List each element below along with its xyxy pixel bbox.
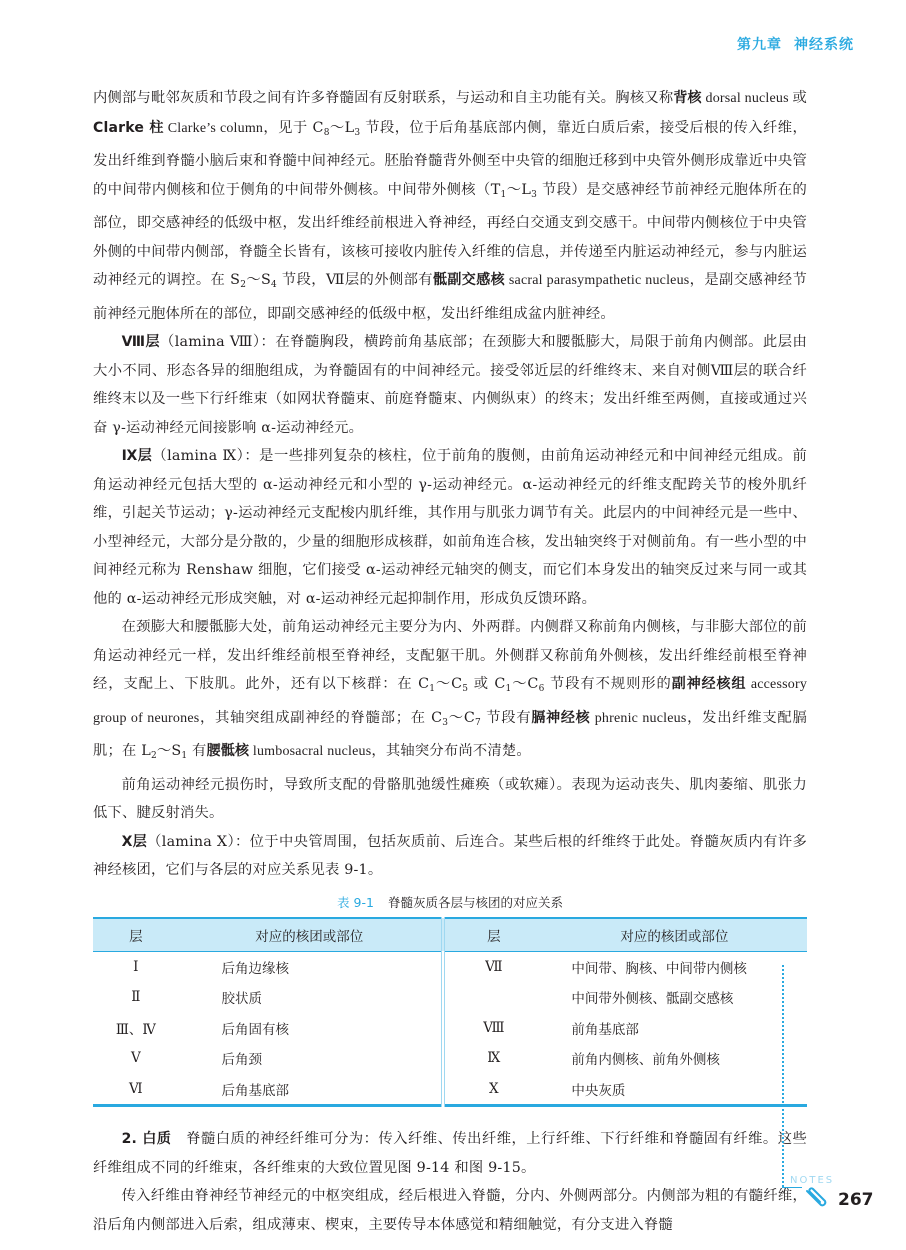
paragraph-lamina-10: Ⅹ层（lamina Ⅹ）：位于中央管周围，包括灰质前、后连合。某些后根的纤维终于此处。脊髓灰质内有许多神经核团，它们与各层的对应关系见表 9-1。 (93, 833, 807, 878)
page-body (93, 84, 807, 1239)
paragraph-thoracic-nucleus: 内侧部与毗邻灰质和节段之间有许多脊髓固有反射联系，与运动和自主功能有关。胸核又称背核 dorsal nucleus 或 Clarke 柱 Clarke’s column，见于 $C_8\sim L_3$ 节段，位于后角基底部内侧，靠近白质后索，接受后根的传入纤维，发出纤维到脊髓小脑后束和脊髓中间神经元。胚胎脊髓背外侧至中央管的细胞迁移到中央管外侧形成靠近中央管的中间带内侧核和位于侧角的中间带外侧核。中间带外侧核（$T_1\sim L_3$ 节段）是交感神经节前神经元胞体所在的部位，即交感神经的低级中枢，发出纤维经前根进入脊神经，再经白交通支到交感干。中间带内侧核位于中央管外侧的中间带内侧部，脊髓全长皆有，该核可接收内脏传入纤维的信息，并传递至内脏运动神经元，参与内脏运动神经元的调控。在 $S_2\sim S_4$ 节段，Ⅶ层的外侧部有骶副交感核 sacral parasympathetic nucleus，是副交感神经节前神经元胞体所在的部位，即副交感神经的低级中枢，发出纤维组成盆内脏神经。 (93, 90, 807, 322)
table-caption (93, 893, 807, 911)
table-header-row (93, 918, 807, 952)
paragraph-anterior-horn-groups: 在颈膨大和腰骶膨大处，前角运动神经元主要分为内、外两群。内侧群又称前角内侧核，与非膨大部位的前角运动神经元一样，发出纤维经前根至脊神经，支配躯干肌。外侧群又称前角外侧核，发出纤维经前根至脊神经，支配上、下肢肌。此外，还有以下核群：在 $C_1\sim C_5$ 或 $C_1\sim C_6$ 节段有不规则形的副神经核组 accessory group of neurones，其轴突组成副神经的脊髓部；在 $C_3\sim C_7$ 节段有膈神经核 phrenic nucleus，发出纤维支配膈肌；在 $L_2\sim S_1$ 有腰骶核 lumbosacral nucleus，其轴突分布尚不清楚。 (93, 619, 808, 761)
table-row: Ⅴ 后角颈 Ⅸ 前角内侧核、前角外侧核 (93, 1043, 807, 1074)
table-row: Ⅰ 后角边缘核 Ⅶ 中间带、胸核、中间带内侧核 (93, 951, 807, 982)
table-number: 表 9-1 (337, 894, 374, 910)
paragraph-lamina-8: Ⅷ层（lamina Ⅷ）：在脊髓胸段，横跨前角基底部；在颈膨大和腰骶膨大，局限于前角内侧部。此层由大小不同、形态各异的细胞组成，为脊髓固有的中间神经元。接受邻近层的纤维终末、来自对侧Ⅷ层的联合纤维终末以及一些下行纤维束（如网状脊髓束、前庭脊髓束、内侧纵束）的终末；发出纤维至两侧，直接或通过兴奋 γ-运动神经元间接影响 α-运动神经元。 (93, 334, 807, 436)
term-accessory-group: 副神经核组 (671, 676, 747, 692)
notes-margin-foot (782, 1187, 802, 1188)
running-header (737, 34, 854, 54)
notes-margin-line (782, 965, 784, 1187)
term-clarke-column: Clarke 柱 (93, 119, 164, 136)
paragraph-afferent-fibers: 传入纤维由脊神经节神经元的中枢突组成，经后根进入脊髓，分内、外侧两部分。内侧部为粗的有髓纤维，沿后角内侧部进入后索，组成薄束、楔束，主要传导本体感觉和精细触觉，有分支进入脊髓 (93, 1188, 807, 1233)
header-lamina: 层 (443, 918, 543, 952)
notes-label: NOTES (790, 1175, 835, 1186)
paragraph-motor-neuron-injury: 前角运动神经元损伤时，导致所支配的骨骼肌弛缓性瘫痪（或软瘫）。表现为运动丧失、肌肉萎缩、肌张力低下、腱反射消失。 (93, 776, 807, 821)
lamina-nuclei-table (93, 917, 807, 1108)
term-phrenic-nucleus: 膈神经核 (531, 709, 591, 726)
header-lamina: 层 (93, 918, 179, 952)
table-row: Ⅱ 胶状质 中间带外侧核、骶副交感核 (93, 982, 807, 1013)
paperclip-icon (803, 1187, 831, 1209)
table-title: 脊髓灰质各层与核团的对应关系 (387, 894, 563, 910)
term-dorsal-nucleus: 背核 (673, 90, 702, 106)
section-heading-white-matter: 2. 白质 (121, 1131, 172, 1147)
table-row: Ⅵ 后角基底部 Ⅹ 中央灰质 (93, 1074, 807, 1106)
section-label: 神经系统 (794, 37, 854, 53)
page-number: 267 (838, 1190, 874, 1210)
term-lumbosacral-nucleus: 腰骶核 (206, 743, 250, 759)
header-nucleus: 对应的核团或部位 (179, 918, 443, 952)
paragraph-white-matter: 2. 白质 脊髓白质的神经纤维可分为：传入纤维、传出纤维，上行纤维、下行纤维和脊髓固有纤维。这些纤维组成不同的纤维束，各纤维束的大致位置见图 9-14 和图 9-15。 (93, 1131, 807, 1176)
table-row: Ⅲ、Ⅳ 后角固有核 Ⅷ 前角基底部 (93, 1013, 807, 1044)
chapter-label: 第九章 (737, 37, 782, 53)
paragraph-lamina-9: Ⅸ层（lamina Ⅸ）：是一些排列复杂的核柱，位于前角的腹侧，由前角运动神经元和中间神经元组成。前角运动神经元包括大型的 α-运动神经元和小型的 γ-运动神经元。α-运动神经元的纤维支配跨关节的梭外肌纤维，引起关节运动；γ-运动神经元支配梭内肌纤维，其作用与肌张力调节有关。此层内的中间神经元是一些中、小型神经元，大部分是分散的，少量的细胞形成核群，如前角连合核，发出轴突终于对侧前角。有一些小型的中间神经元称为 Renshaw 细胞，它们接受 α-运动神经元轴突的侧支，而它们本身发出的轴突反过来与同一或其他的 α-运动神经元形成突触，对 α-运动神经元起抑制作用，形成负反馈环路。 (93, 448, 807, 607)
term-sacral-parasympathetic: 骶副交感核 (433, 272, 505, 288)
header-nucleus: 对应的核团或部位 (543, 918, 807, 952)
